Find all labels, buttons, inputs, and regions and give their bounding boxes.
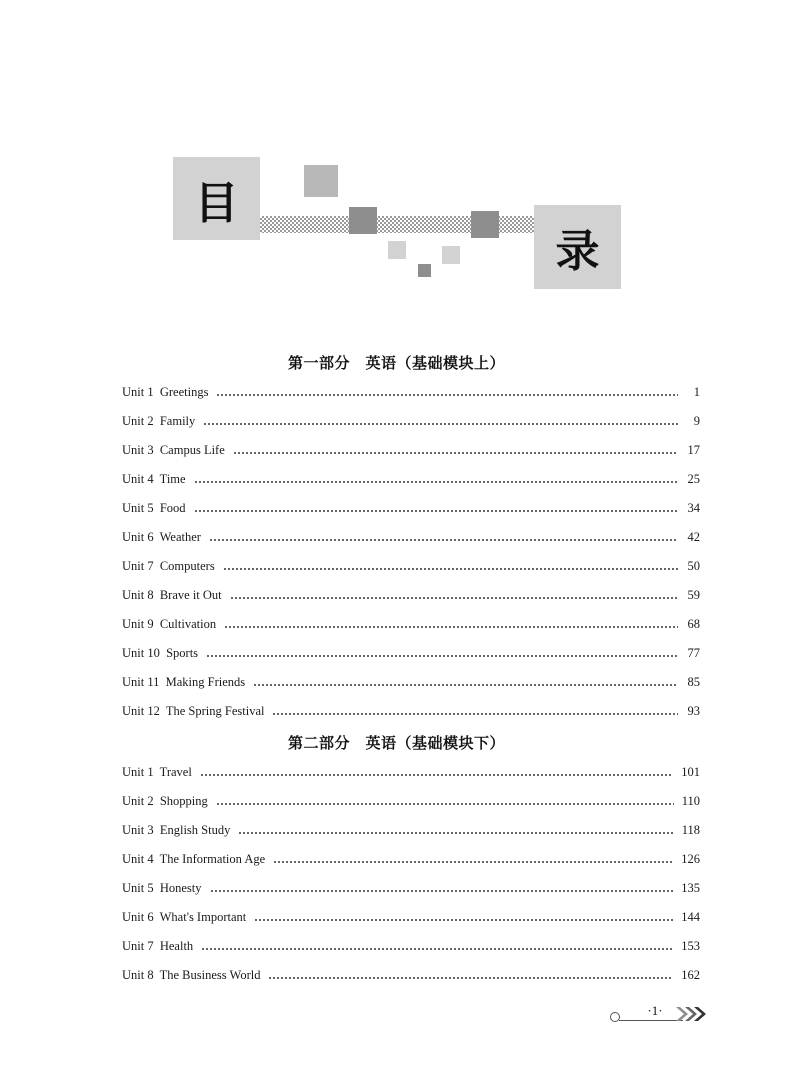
toc-entry-page: 118 <box>681 823 700 837</box>
toc-entry[interactable] <box>122 668 700 697</box>
title-char-mu-box <box>173 157 260 240</box>
toc-entry-page: 25 <box>687 472 700 486</box>
toc-entry-title: Unit 8 The Business World <box>122 968 261 982</box>
toc-entry-page: 77 <box>687 646 700 660</box>
dot-leader <box>268 977 673 979</box>
toc-entry-title: Unit 10 Sports <box>122 646 199 660</box>
toc-entry-title: Unit 4 The Information Age <box>122 852 266 866</box>
toc-entry-page: 85 <box>687 675 700 689</box>
toc-entry[interactable] <box>122 552 700 581</box>
toc-entry[interactable] <box>122 581 700 610</box>
dot-leader <box>206 655 678 657</box>
toc-entry-title: Unit 1 Greetings <box>122 385 209 399</box>
toc-entry-title: Unit 7 Health <box>122 939 194 953</box>
toc-entry-title: Unit 1 Travel <box>122 765 192 779</box>
toc-entry-title: Unit 5 Honesty <box>122 881 202 895</box>
toc-entry-page: 1 <box>693 385 700 399</box>
page-number: ·1· <box>647 1003 663 1018</box>
deco-square-5 <box>442 246 460 264</box>
toc-entry[interactable] <box>122 961 700 990</box>
toc-entry-page: 153 <box>681 939 700 953</box>
toc-entry-page: 101 <box>681 765 700 779</box>
toc-entry[interactable] <box>122 874 700 903</box>
dot-leader <box>224 626 678 628</box>
dot-leader <box>200 774 673 776</box>
section-heading-part2: 第二部分 英语（基础模块下） <box>287 734 505 752</box>
toc-entry[interactable] <box>122 465 700 494</box>
dot-leader <box>194 481 678 483</box>
toc-entry[interactable] <box>122 932 700 961</box>
dot-leader <box>201 948 673 950</box>
toc-entry-title: Unit 6 What's Important <box>122 910 247 924</box>
toc-entry[interactable] <box>122 523 700 552</box>
deco-square-2 <box>349 207 377 234</box>
toc-entry-page: 42 <box>687 530 700 544</box>
dot-leader <box>210 890 674 892</box>
deco-square-1 <box>304 165 338 197</box>
toc-entry[interactable] <box>122 494 700 523</box>
deco-square-4 <box>388 241 406 259</box>
toc-entry-page: 68 <box>687 617 700 631</box>
title-char-mu: 目 <box>194 177 239 229</box>
deco-square-3 <box>471 211 499 238</box>
toc-entry-page: 9 <box>693 414 700 428</box>
toc-entry[interactable] <box>122 436 700 465</box>
toc-entry-page: 126 <box>681 852 700 866</box>
dot-leader <box>254 919 673 921</box>
toc-entry-page: 162 <box>681 968 700 982</box>
toc-entry-title: Unit 8 Brave it Out <box>122 588 222 602</box>
toc-entry[interactable] <box>122 845 700 874</box>
toc-entry-title: Unit 2 Family <box>122 414 196 428</box>
dot-leader <box>230 597 678 599</box>
page-footer <box>610 1003 705 1027</box>
toc-entry-page: 135 <box>681 881 700 895</box>
dot-leader <box>223 568 678 570</box>
toc-entry-page: 110 <box>681 794 700 808</box>
toc-entry[interactable] <box>122 787 700 816</box>
toc-entry[interactable] <box>122 697 700 726</box>
toc-entry[interactable] <box>122 816 700 845</box>
toc-entry-page: 59 <box>687 588 700 602</box>
dot-leader <box>194 510 678 512</box>
toc-entry-page: 34 <box>687 501 700 515</box>
toc-entry-title: Unit 3 Campus Life <box>122 443 225 457</box>
toc-entry[interactable] <box>122 758 700 787</box>
title-char-lu-box <box>534 205 621 289</box>
toc-entry-page: 93 <box>687 704 700 718</box>
toc-list-part1 <box>122 378 700 726</box>
toc-entry[interactable] <box>122 610 700 639</box>
dot-leader <box>233 452 678 454</box>
toc-entry-title: Unit 9 Cultivation <box>122 617 217 631</box>
toc-entry-title: Unit 11 Making Friends <box>122 675 246 689</box>
toc-entry[interactable] <box>122 378 700 407</box>
dot-leader <box>216 803 674 805</box>
toc-entry-title: Unit 2 Shopping <box>122 794 208 808</box>
title-char-lu: 录 <box>555 226 600 277</box>
toc-entry[interactable] <box>122 903 700 932</box>
toc-entry-title: Unit 5 Food <box>122 501 186 515</box>
toc-title-decoration <box>0 0 793 300</box>
dot-leader <box>238 832 673 834</box>
toc-entry-title: Unit 4 Time <box>122 472 186 486</box>
chevron-arrows-icon <box>674 1005 710 1023</box>
toc-list-part2 <box>122 758 700 990</box>
dot-leader <box>216 394 678 396</box>
toc-entry-title: Unit 3 English Study <box>122 823 231 837</box>
toc-entry-page: 144 <box>681 910 700 924</box>
toc-entry[interactable] <box>122 407 700 436</box>
toc-entry-title: Unit 6 Weather <box>122 530 201 544</box>
dot-leader <box>209 539 678 541</box>
toc-entry-page: 50 <box>687 559 700 573</box>
toc-entry-title: Unit 12 The Spring Festival <box>122 704 265 718</box>
toc-entry-page: 17 <box>687 443 700 457</box>
dot-leader <box>253 684 678 686</box>
dot-leader <box>272 713 678 715</box>
toc-entry-title: Unit 7 Computers <box>122 559 215 573</box>
toc-entry[interactable] <box>122 639 700 668</box>
deco-square-6 <box>418 264 431 277</box>
section-heading-part1: 第一部分 英语（基础模块上） <box>287 354 505 372</box>
dot-leader <box>273 861 673 863</box>
dot-leader <box>203 423 678 425</box>
